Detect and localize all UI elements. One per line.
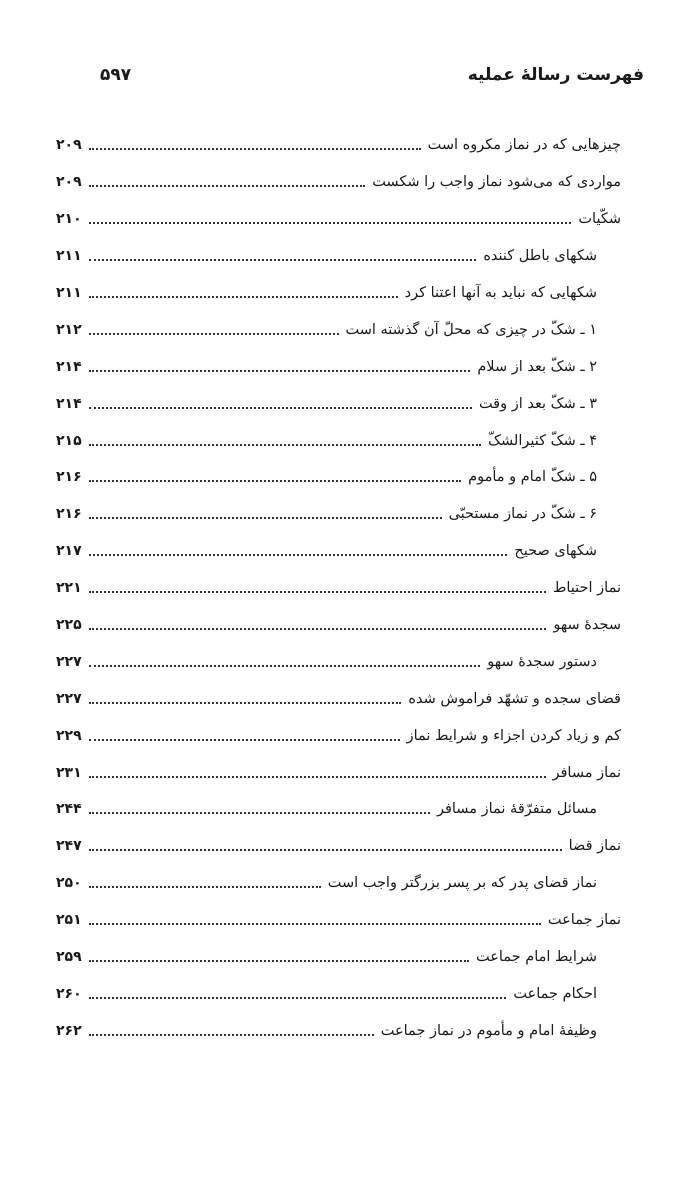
dot-leader	[89, 923, 541, 925]
toc-entry-title: ۳ ـ شکّ بعد از وقت	[478, 395, 597, 412]
toc-entry-title: شکّیات	[578, 211, 621, 228]
toc-entry	[56, 348, 621, 385]
toc-entry	[56, 607, 621, 644]
dot-leader	[89, 185, 365, 187]
dot-leader	[89, 480, 461, 482]
toc-entry	[56, 385, 621, 422]
toc-entry	[56, 275, 621, 312]
toc-entry-title: نماز قضای پدر که بر پسر بزرگتر واجب است	[327, 875, 597, 892]
toc-entry	[56, 902, 621, 939]
dot-leader	[89, 665, 480, 667]
toc-entry-title: نماز قضا	[568, 838, 621, 855]
toc-entry-title: ۱ ـ شکّ در چیزی که محلّ آن گذشته است	[345, 321, 597, 338]
toc-entry	[56, 828, 621, 865]
page-number: ۵۹۷	[100, 65, 132, 85]
toc-entry	[56, 533, 621, 570]
toc-entry-title: کم و زیاد کردن اجزاء و شرایط نماز	[406, 727, 621, 744]
toc-entry-page: ۲۱۱	[56, 248, 82, 265]
dot-leader	[89, 370, 470, 372]
toc-entry	[56, 754, 621, 791]
toc-entry-page: ۲۴۷	[56, 838, 82, 855]
toc-entry-title: شکهای باطل کننده	[483, 248, 597, 265]
toc-entry-title: ۲ ـ شکّ بعد از سلام	[477, 358, 597, 375]
toc-entry-title: نماز احتیاط	[552, 580, 621, 597]
dot-leader	[89, 296, 398, 298]
toc-entry-page: ۲۵۹	[56, 949, 82, 966]
dot-leader	[89, 591, 546, 593]
toc-entry-title: دستور سجدۀ سهو	[487, 653, 597, 670]
toc-entry	[56, 680, 621, 717]
toc-entry-page: ۲۲۷	[56, 653, 82, 670]
toc-entry	[56, 496, 621, 533]
toc-entry-title: قضای سجده و تشهّد فراموش شده	[408, 690, 621, 707]
dot-leader	[89, 259, 476, 261]
toc-entry-title: وظیفۀ امام و مأموم در نماز جماعت	[380, 1022, 597, 1039]
toc-entry-page: ۲۱۱	[56, 285, 82, 301]
toc-entry-page: ۲۲۱	[56, 580, 82, 597]
toc-entry-page: ۲۶۲	[56, 1022, 82, 1039]
dot-leader	[89, 222, 571, 224]
toc-entry	[56, 164, 621, 201]
toc-entry-page: ۲۱۲	[56, 321, 82, 338]
toc-entry-page: ۲۵۱	[56, 912, 82, 929]
toc-entry	[56, 975, 621, 1012]
dot-leader	[89, 517, 442, 519]
toc-entry-title: ۵ ـ شکّ امام و مأموم	[468, 469, 597, 486]
toc-entry-page: ۲۱۶	[56, 506, 82, 523]
dot-leader	[89, 407, 472, 409]
toc-entry	[56, 717, 621, 754]
toc-entry-page: ۲۴۴	[56, 801, 82, 818]
toc-entry-title: نماز مسافر	[552, 764, 621, 781]
dot-leader	[89, 702, 401, 704]
toc-entry	[56, 238, 621, 275]
running-title: فهرست رسالۀ عملیه	[467, 65, 644, 85]
toc-entry-page: ۲۲۵	[56, 617, 82, 634]
toc-entry-page: ۲۱۷	[56, 543, 82, 560]
toc-entry	[56, 570, 621, 607]
dot-leader	[89, 1034, 374, 1036]
toc-entry-title: ۶ ـ شکّ در نماز مستحبّی	[448, 506, 597, 523]
toc-entry-title: شکهای صحیح	[514, 543, 597, 560]
toc-entry-title: مسائل متفرّقۀ نماز مسافر	[436, 801, 597, 818]
toc-entry	[56, 643, 621, 680]
toc-entry-page: ۲۱۰	[56, 211, 82, 228]
toc-entry	[56, 422, 621, 459]
toc-entry-page: ۲۱۴	[56, 395, 82, 412]
toc-entry-page: ۲۱۴	[56, 358, 82, 375]
toc-entry-title: شکهایی که نباید به آنها اعتنا کرد	[404, 285, 597, 301]
toc-entry-title: نماز جماعت	[547, 912, 621, 929]
toc-entry	[56, 791, 621, 828]
toc-entry-title: ۴ ـ شکّ کثیرالشکّ	[487, 432, 597, 449]
dot-leader	[89, 554, 507, 556]
dot-leader	[89, 960, 469, 962]
toc-entry-page: ۲۱۶	[56, 469, 82, 486]
toc-entry-title: سجدۀ سهو	[553, 617, 621, 634]
toc-entry	[56, 939, 621, 976]
dot-leader	[89, 776, 546, 778]
toc-entry-page: ۲۲۷	[56, 690, 82, 707]
toc-entry	[56, 311, 621, 348]
dot-leader	[89, 148, 421, 150]
toc-entry-page: ۲۶۰	[56, 985, 82, 1002]
toc-entry-page: ۲۲۹	[56, 727, 82, 744]
dot-leader	[89, 739, 400, 741]
toc-entry-title: احکام جماعت	[513, 985, 597, 1002]
toc-entry-page: ۲۱۵	[56, 432, 82, 449]
toc-entry-title: چیزهایی که در نماز مکروه است	[427, 137, 621, 154]
toc-entry-page: ۲۰۹	[56, 174, 82, 191]
toc-entry-page: ۲۰۹	[56, 137, 82, 154]
toc-entry	[56, 127, 621, 164]
toc-entry-title: شرایط امام جماعت	[475, 949, 597, 966]
toc-entry	[56, 201, 621, 238]
dot-leader	[89, 333, 339, 335]
dot-leader	[89, 849, 562, 851]
toc-entry	[56, 865, 621, 902]
dot-leader	[89, 444, 481, 446]
table-of-contents	[56, 127, 621, 1049]
dot-leader	[89, 628, 546, 630]
toc-entry-title: مواردی که می‌شود نماز واجب را شکست	[372, 174, 621, 191]
dot-leader	[89, 886, 321, 888]
page-header	[100, 60, 644, 90]
toc-entry	[56, 459, 621, 496]
dot-leader	[89, 812, 430, 814]
dot-leader	[89, 997, 506, 999]
toc-entry-page: ۲۳۱	[56, 764, 82, 781]
toc-entry	[56, 1012, 621, 1049]
toc-entry-page: ۲۵۰	[56, 875, 82, 892]
